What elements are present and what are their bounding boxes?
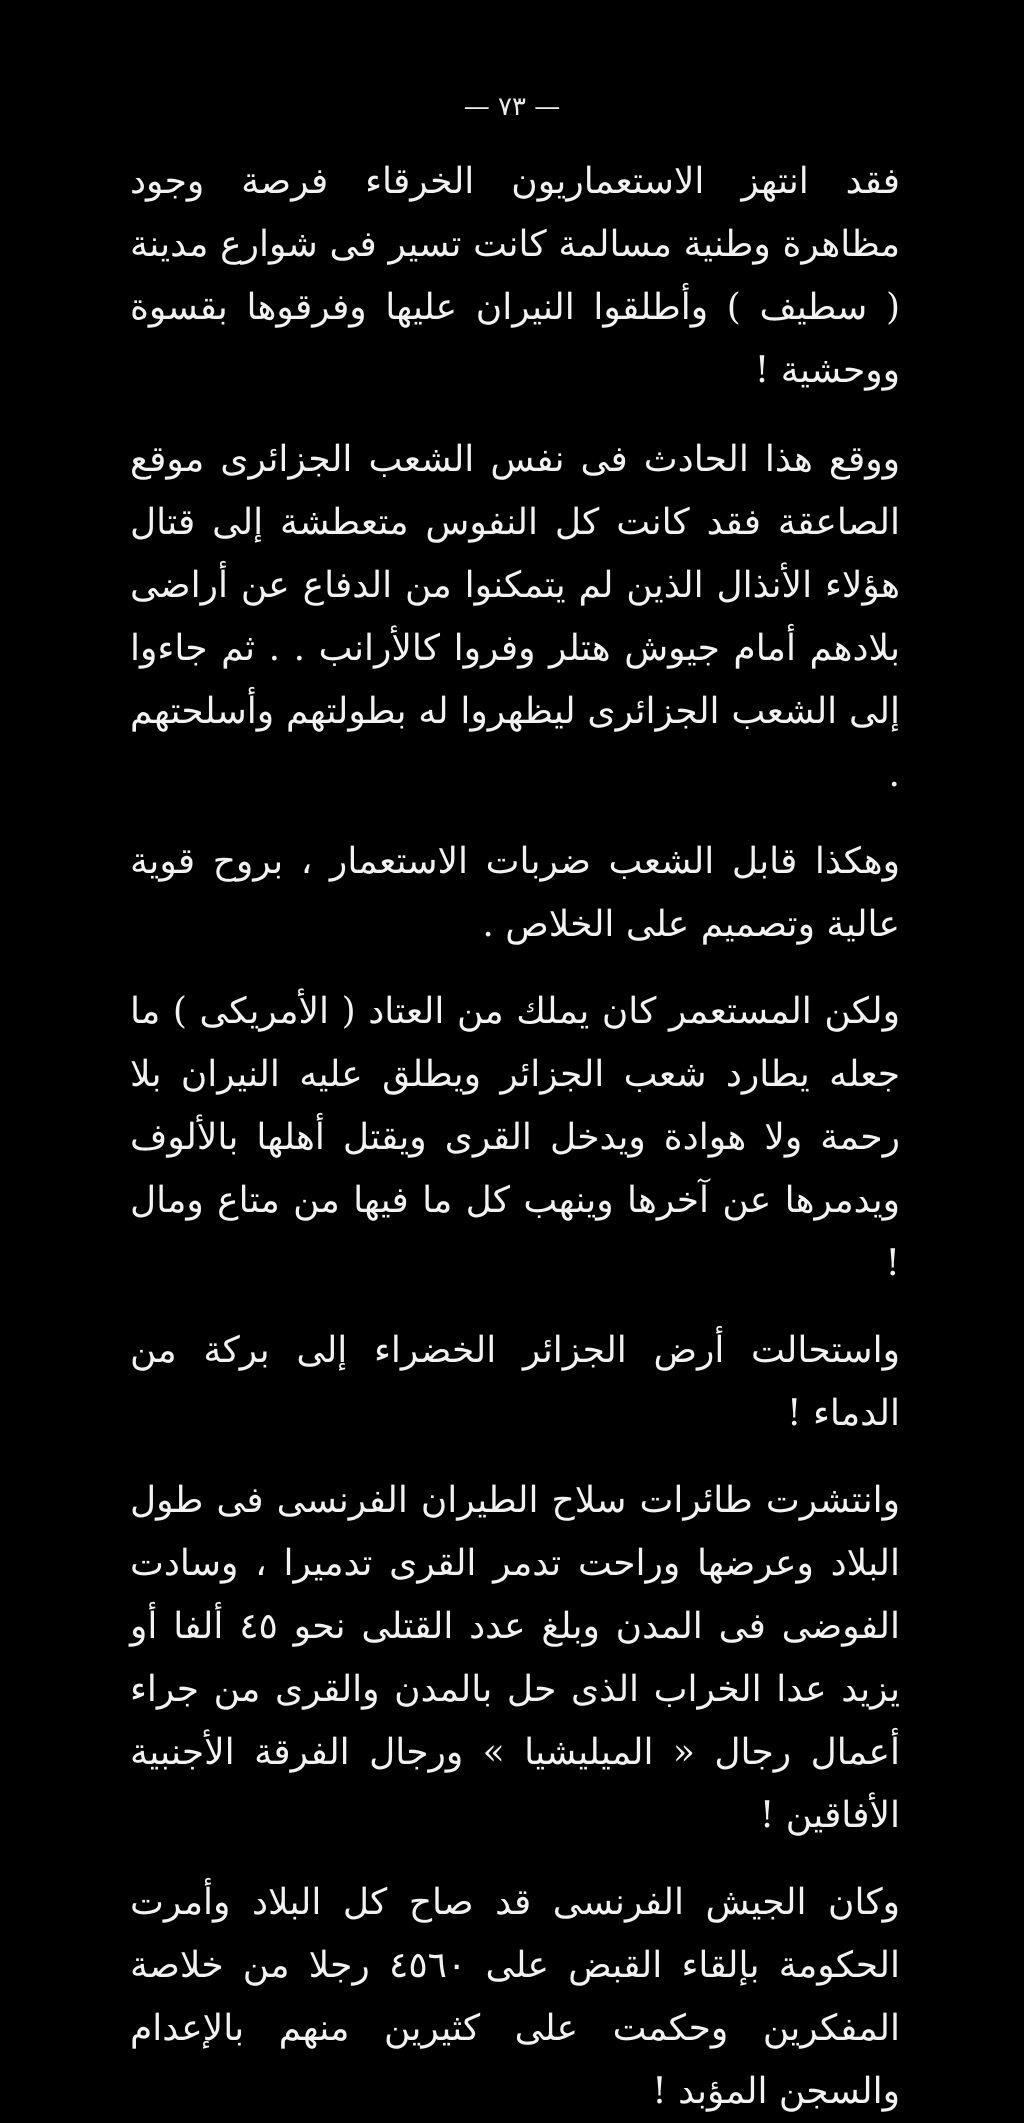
body-text	[130, 150, 900, 2123]
paragraph-shock-of-people: ووقع هذا الحادث فى نفس الشعب الجزائرى موقع الصاعقة فقد كانت كل النفوس متعطشة إلى قتال هؤلاء الأنذال الذين لم يتمكنوا من الدفاع عن أراضى بلادهم أمام جيوش هتلر وفروا كالأرانب . . ثم جاءوا إلى الشعب الجزائرى ليظهروا له بطولتهم وأسلحتهم .	[130, 439, 901, 795]
page-number: — ٧٣ —	[463, 92, 561, 122]
paragraph-resistance-spirit: وهكذا قابل الشعب ضربات الاستعمار ، بروح قوية عالية وتصميم على الخلاص .	[130, 841, 900, 945]
paragraph-land-of-blood: واستحالت أرض الجزائر الخضراء إلى بركة من الدماء !	[130, 1330, 900, 1434]
paragraph-setif-demonstration: فقد انتهز الاستعماريون الخرقاء فرصة وجود مظاهرة وطنية مسالمة كانت تسير فى شوارع مدينة ( سطيف ) وأطلقوا النيران عليها وفرقوها بقسوة ووحشية !	[130, 161, 900, 391]
paragraph-mass-arrests: وكان الجيش الفرنسى قد صاح كل البلاد وأمرت الحكومة بإلقاء القبض على ٤٥٦٠ رجلا من خلاصة المفكرين وحكمت على كثيرين منهم بالإعدام والسجن المؤبد !	[130, 1882, 900, 2112]
paragraph-colonizer-weapons: ولكن المستعمر كان يملك من العتاد ( الأمريكى ) ما جعله يطارد شعب الجزائر ويطلق عليه النيران بلا رحمة ولا هوادة ويدخل القرى ويقتل أهلها بالألوف ويدمرها عن آخرها وينهب كل ما فيها من متاع ومال !	[130, 991, 900, 1284]
paragraph-air-force-destruction: وانتشرت طائرات سلاح الطيران الفرنسى فى طول البلاد وعرضها وراحت تدمر القرى تدميرا ، وسادت الفوضى فى المدن وبلغ عدد القتلى نحو ٤٥ ألفا أو يزيد عدا الخراب الذى حل بالمدن والقرى من جراء أعمال رجال « الميليشيا » ورجال الفرقة الأجنبية الأفاقين !	[130, 1480, 900, 1836]
